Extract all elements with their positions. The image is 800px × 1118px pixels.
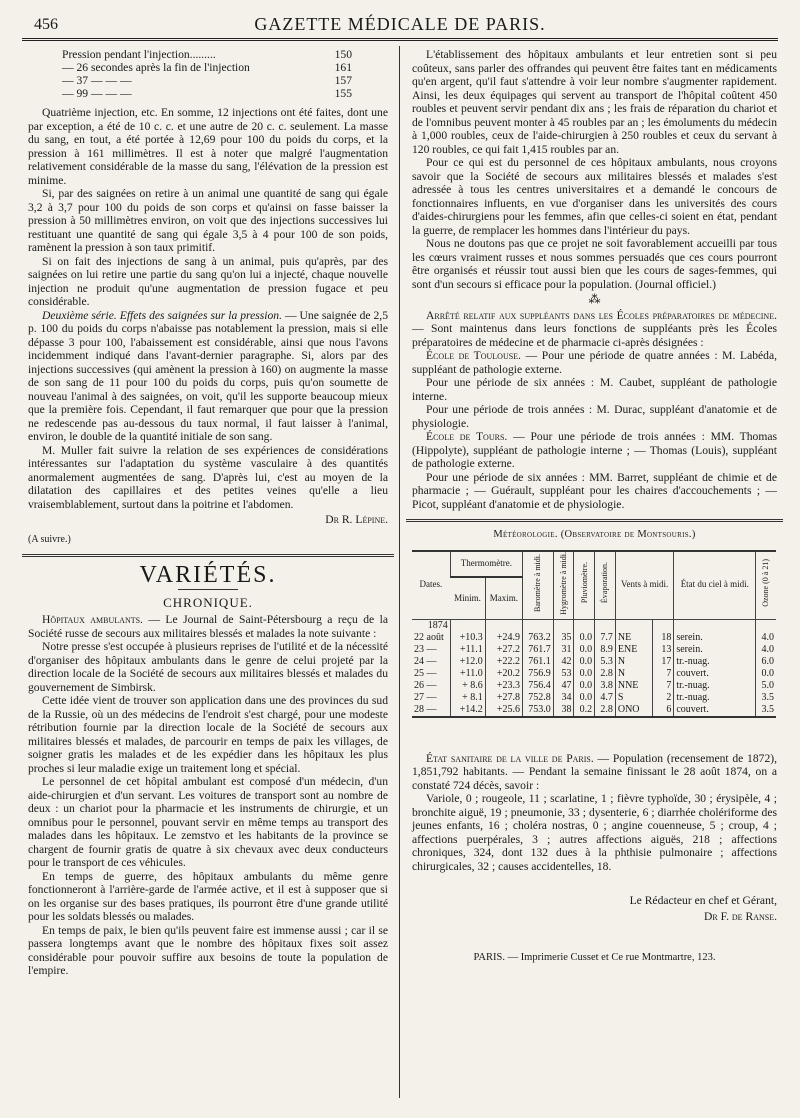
paragraph: Cette idée vient de trouver son application dans une des provinces du sud de la Russie, où un des médecins de l'endroit s'est chargé, pour une modeste rétribution fournie par la direction locale de la Société de secours aux militaires blessés et malades, de parcourir en temps de paix les villages, de soigner gratis les malades et de les expédier dans les hôpitaux les plus proches si leur maladie exige un traitement long et spécial. bbox=[28, 694, 388, 775]
cell-min: + 8.6 bbox=[450, 680, 485, 692]
table-row: — 99 — — — 155 bbox=[62, 87, 352, 100]
paragraph: Si, par des saignées on retire à un animal une quantité de sang qui égale 3,2 à 3,7 pour 100 du poids de son corps et qu'ainsi on fasse baisser la pression à 50 millimètres environ, on voit que des injections successives lui restituant une quantité de sang qui égale 3,5 à 4 pour 100 de son poids, ramènent la pression à son taux primitif. bbox=[28, 187, 388, 254]
cell-baro: 756.9 bbox=[522, 668, 553, 680]
cell-force: 18 bbox=[653, 632, 674, 644]
cell-max: +25.6 bbox=[485, 704, 522, 717]
cell-ozone: 0.0 bbox=[756, 668, 776, 680]
to-be-continued: (A suivre.) bbox=[28, 533, 71, 545]
paragraph: État sanitaire de la ville de Paris. — Population (recensement de 1872), 1,851,792 habitants. — Pendant la semaine finissant le 28 août 1874, on a constaté 724 décès, savoir : bbox=[412, 751, 777, 792]
cell-min: +12.0 bbox=[450, 656, 485, 668]
table-row bbox=[412, 632, 776, 644]
article-title: État sanitaire de la ville de Paris. bbox=[426, 751, 594, 765]
cell-pluvio: 0.0 bbox=[574, 656, 595, 668]
table-row: — 37 — — — 157 bbox=[62, 74, 352, 87]
paragraph: En temps de guerre, des hôpitaux ambulants du même genre fonctionneront à l'arrière-garde de l'armée active, et il est à supposer que si on les organise sur des bases pratiques, ils pourront être d'une grande utilité pour les soldats blessés ou malades. bbox=[28, 869, 388, 923]
paragraph: Pour ce qui est du personnel de ces hôpitaux ambulants, nous croyons savoir que la Société de secours aux militaires blessés et malades s'est adressée à tous les centres universitaires et a demandé le concours de fonctionnaires influents, en vue d'organiser dans les universités des cours d'aides-chirurgiens pour les femmes, afin que celles-ci soient en état, pendant la guerre, de remplacer les hommes dans l'intérieur du pays. bbox=[412, 156, 777, 237]
cell-baro: 761.7 bbox=[522, 644, 553, 656]
cell-evapo: 2.8 bbox=[595, 704, 616, 717]
article-title: Arrêté relatif aux suppléants dans les Écoles préparatoires de médecine. bbox=[426, 308, 777, 322]
table-row bbox=[412, 704, 776, 717]
col-maxim: Maxim. bbox=[485, 577, 522, 619]
cell-max: +22.2 bbox=[485, 656, 522, 668]
table-row: Pression pendant l'injection......... 150 bbox=[62, 48, 352, 61]
paragraph: Hôpitaux ambulants. — Le Journal de Saint-Pétersbourg a reçu de la Société russe de secours aux militaires blessés et malades la note suivante : bbox=[28, 613, 388, 640]
cell-ozone: 4.0 bbox=[756, 644, 776, 656]
cell-ozone: 3.5 bbox=[756, 704, 776, 717]
cell-evapo: 7.7 bbox=[595, 632, 616, 644]
cell-pluvio: 0.2 bbox=[574, 704, 595, 717]
paragraph: École de Toulouse. — Pour une période de quatre années : M. Labéda, suppléant de pathologie externe. bbox=[412, 349, 777, 376]
cell-baro: 753.0 bbox=[522, 704, 553, 717]
cell-pluvio: 0.0 bbox=[574, 644, 595, 656]
cell-ozone: 6.0 bbox=[756, 656, 776, 668]
table-row bbox=[412, 692, 776, 704]
table-row bbox=[412, 644, 776, 656]
paragraph: L'établissement des hôpitaux ambulants et leur entretien sont si peu coûteux, sans parler des offrandes qui peuvent être faites tant en médicaments qu'en argent, qu'il faut s'attendre à voir leur nombre s'augmenter rapidement. Ainsi, les deux équipages qui servent au transport de l'hôpital coûtent 450 roubles et peuvent servir pendant dix ans ; les frais de réparation du chariot et de l'omnibus peuvent monter à 45 roubles par an ; les émoluments du médecin à 1,000 roubles, ceux de l'aide-chirurgien à 250 roubles et ceux du servant à 120 roubles, ce qui fait 1,415 roubles par an. bbox=[412, 48, 777, 156]
cell-hygro: 42 bbox=[553, 656, 574, 668]
cell-pluvio: 0.0 bbox=[574, 680, 595, 692]
cell-force: 7 bbox=[653, 680, 674, 692]
paragraph: Notre presse s'est occupée à plusieurs reprises de l'utilité et de la nécessité d'organiser des hôpitaux ambulants dans le genre de celui projeté par la direction locale de la Société de secours aux militaires blessés et malades du gouvernement de Simbirsk. bbox=[28, 640, 388, 694]
table-row: — 26 secondes après la fin de l'injection 161 bbox=[62, 61, 352, 74]
cell-max: +27.2 bbox=[485, 644, 522, 656]
journal-title: GAZETTE MÉDICALE DE PARIS. bbox=[254, 14, 546, 34]
table-row bbox=[412, 680, 776, 692]
cell-baro: 761.1 bbox=[522, 656, 553, 668]
cell-evapo: 5.3 bbox=[595, 656, 616, 668]
cell-ciel: tr.-nuag. bbox=[674, 680, 756, 692]
short-rule bbox=[178, 589, 238, 590]
column-divider bbox=[399, 46, 400, 1098]
cell-vent: N bbox=[615, 656, 652, 668]
cell-date: 22 août bbox=[414, 631, 444, 643]
paragraph: Quatrième injection, etc. En somme, 12 injections ont été faites, dont une par exception, a été de 10 c. c. et une autre de 20 c. c. seulement. La masse du sang, en tout, a été portée à 12,69 pour 100 du poids du corps, et la pression à 161 millimètres. Il est à noter que malgré l'augmentation relativement considérable de la masse du sang, l'élévation de la pression est minime. bbox=[28, 106, 388, 187]
cell-baro: 752.8 bbox=[522, 692, 553, 704]
cell-ciel: tr.-nuag. bbox=[674, 656, 756, 668]
col-pluvio: Pluviomètre. bbox=[579, 562, 589, 604]
cell-date: 27 — bbox=[414, 691, 437, 703]
cell-hygro: 38 bbox=[553, 704, 574, 717]
paragraph: Pour une période de trois années : M. Durac, suppléant d'anatomie et de physiologie. bbox=[412, 403, 777, 430]
cell-hygro: 47 bbox=[553, 680, 574, 692]
cell-vent: S bbox=[615, 692, 652, 704]
author-signature: Dr R. Lépine. bbox=[325, 513, 388, 526]
cell-force: 17 bbox=[653, 656, 674, 668]
cell-date: 25 — bbox=[414, 667, 437, 679]
editor-signature: Le Rédacteur en chef et Gérant, Dr F. de Ranse. bbox=[629, 894, 777, 924]
cell-min: +14.2 bbox=[450, 704, 485, 717]
cell-vent: NNE bbox=[615, 680, 652, 692]
col-evapo: Évaporation. bbox=[600, 562, 610, 604]
cell-max: +27.8 bbox=[485, 692, 522, 704]
col-thermo: Thermomètre. bbox=[450, 551, 522, 578]
asterism: ⁂ bbox=[588, 292, 601, 306]
printer-imprint: PARIS. — Imprimerie Cusset et Ce rue Montmartre, 123. bbox=[473, 952, 716, 964]
cell-ciel: serein. bbox=[674, 632, 756, 644]
col-minim: Minim. bbox=[450, 577, 485, 619]
cell-evapo: 4.7 bbox=[595, 692, 616, 704]
col-ciel: État du ciel à midi. bbox=[674, 551, 756, 620]
cell-min: + 8.1 bbox=[450, 692, 485, 704]
paragraph: Deuxième série. Effets des saignées sur la pression. — Une saignée de 2,5 p. 100 du poids du corps n'abaisse pas notablement la pression, mais si elle dépasse 3 pour 100, l'abaissement est considérable, ainsi que nous l'avons incidemment indiqué dans l'avant-dernier paragraphe. Si, alors par des injections successives (qui amènent la pression à 160) on augmente la masse de son sang de 11 pour 100 du poids du corps, puis qu'on soumette de nouveau l'animal à des saignées, on voit, qu'il les supporte beaucoup mieux que la première fois. Cependant, il faut remarquer que pour que la pression ne redescende pas au-dessous du taux normal, il faut laisser à l'animal, environ, le double de la quantité initiale de son sang. bbox=[28, 308, 388, 443]
cell-date: 26 — bbox=[414, 679, 437, 691]
section-heading: VARIÉTÉS. bbox=[139, 562, 277, 588]
cell-pluvio: 0.0 bbox=[574, 668, 595, 680]
table-row: 1874 bbox=[412, 619, 776, 632]
subsection-heading: CHRONIQUE. bbox=[163, 594, 253, 610]
cell-max: +24.9 bbox=[485, 632, 522, 644]
meteo-title: Météorologie. (Observatoire de Montsouris.) bbox=[493, 529, 696, 540]
cell-force: 6 bbox=[653, 704, 674, 717]
cell-hygro: 34 bbox=[553, 692, 574, 704]
cell-vent: ONO bbox=[615, 704, 652, 717]
cell-ciel: couvert. bbox=[674, 704, 756, 717]
cell-ozone: 5.0 bbox=[756, 680, 776, 692]
cell-min: +10.3 bbox=[450, 632, 485, 644]
meteo-table bbox=[412, 550, 776, 718]
paragraph: En temps de paix, le bien qu'ils peuvent faire est immense aussi ; car il se passera longtemps avant que le nombre des hôpitaux fixes soit assez considérable pour pouvoir suffire aux besoins de toute la population de l'empire. bbox=[28, 923, 388, 977]
cell-vent: NE bbox=[615, 632, 652, 644]
cell-min: +11.1 bbox=[450, 644, 485, 656]
cell-date: 23 — bbox=[414, 643, 437, 655]
cell-hygro: 35 bbox=[553, 632, 574, 644]
table-row bbox=[412, 656, 776, 668]
cell-hygro: 53 bbox=[553, 668, 574, 680]
cell-max: +20.2 bbox=[485, 668, 522, 680]
paragraph: Pour une période de six années : M. Caubet, suppléant de pathologie interne. bbox=[412, 376, 777, 403]
col-vents: Vents à midi. bbox=[615, 551, 673, 620]
cell-min: +11.0 bbox=[450, 668, 485, 680]
paragraph: M. Muller fait suivre la relation de ses expériences de considérations intéressantes sur l'adaptation du système vasculaire à des quantités anormalement augmentées de sang. D'après lui, c'est au moyen de la dilatation des capillaires et des petites veines qu'elle a lieu vraisemblablement, surtout dans la poitrine et l'abdomen. bbox=[28, 443, 388, 511]
section-title: Deuxième série. Effets des saignées sur la pression. bbox=[42, 308, 282, 322]
cell-ciel: couvert. bbox=[674, 668, 756, 680]
cell-evapo: 8.9 bbox=[595, 644, 616, 656]
cell-pluvio: 0.0 bbox=[574, 692, 595, 704]
paragraph: Si on fait des injections de sang à un animal, puis qu'après, par des saignées on lui retire une partie du sang qu'on lui a injecté, chaque nouvelle injection ne produit qu'une augmentation de pression fugace et peu considérable. bbox=[28, 254, 388, 308]
paragraph: Le personnel de cet hôpital ambulant est composé d'un médecin, d'un aide-chirurgien et d'un servant. Les voitures de transport sont au nombre de deux : un chariot pour la pharmacie et les instruments de chirurgie, et un omnibus pour le personnel, pouvant servir en même temps au transport des malades dans les hôpitaux. Le zemstvo et les habitants de la province se chargent de fournir gratis de quatre à six chevaux avec deux conducteurs pour le transport de ces véhicules. bbox=[28, 775, 388, 869]
paragraph: Arrêté relatif aux suppléants dans les Écoles préparatoires de médecine. — Sont maintenus dans leurs fonctions de suppléants près les Écoles préparatoires de médecine et de pharmacie ci-après désignées : bbox=[412, 308, 777, 349]
pressure-table bbox=[62, 48, 352, 100]
cell-vent: N bbox=[615, 668, 652, 680]
article-title: Hôpitaux ambulants. bbox=[42, 613, 143, 626]
paragraph: Nous ne doutons pas que ce projet ne soit favorablement accueilli par tous les cœurs vraiment russes et nous sommes persuadés que ces cours pourront être organisés et réussir tout aussi bien que les cours de sages-femmes, qui sont d'un secours si efficace pour la population. (Journal officiel.) bbox=[412, 237, 777, 291]
right-column bbox=[412, 48, 777, 1104]
cell-vent: ENE bbox=[615, 644, 652, 656]
section-divider bbox=[22, 554, 394, 557]
col-hygro: Hygromètre à midi. bbox=[558, 551, 568, 615]
cell-date: 28 — bbox=[412, 704, 450, 717]
paragraph: Variole, 0 ; rougeole, 11 ; scarlatine, 1 ; fièvre typhoïde, 30 ; érysipèle, 4 ; bronchite aiguë, 19 ; pneumonie, 33 ; dysenterie, 6 ; diarrhée cholériforme des jeunes enfants, 16 ; choléra nostras, 0 ; angine couenneuse, 5 ; croup, 4 ; affections puerpérales, 3 ; autres affections aiguës, 218 ; affections chroniques, 324, dont 132 dues à la phthisie pulmonaire ; affections chirurgicales, 32 ; causes accidentelles, 18. bbox=[412, 792, 777, 873]
cell-baro: 763.2 bbox=[522, 632, 553, 644]
cell-evapo: 2.8 bbox=[595, 668, 616, 680]
table-row bbox=[412, 668, 776, 680]
left-column bbox=[28, 48, 388, 1104]
cell-date: 24 — bbox=[414, 655, 437, 667]
cell-force: 7 bbox=[653, 668, 674, 680]
cell-ciel: tr.-nuag. bbox=[674, 692, 756, 704]
col-dates: Dates. bbox=[412, 551, 450, 620]
page-number: 456 bbox=[34, 16, 58, 33]
page-header bbox=[22, 12, 778, 41]
col-ozone: Ozone (0 à 21) bbox=[761, 559, 771, 607]
paragraph: Pour une période de six années : MM. Barret, suppléant de chimie et de pharmacie ; — Guérault, suppléant pour les chaires d'accouchements ; — Picot, suppléant d'anatomie et de physiologie. bbox=[412, 470, 777, 511]
cell-evapo: 3.8 bbox=[595, 680, 616, 692]
col-baro: Baromètre à midi. bbox=[533, 553, 543, 612]
cell-force: 2 bbox=[653, 692, 674, 704]
section-divider bbox=[406, 519, 783, 522]
cell-ozone: 3.5 bbox=[756, 692, 776, 704]
cell-max: +23.3 bbox=[485, 680, 522, 692]
paragraph: École de Tours. — Pour une période de trois années : MM. Thomas (Hippolyte), suppléant de pathologie interne ; — Thomas (Louis), suppléant de pathologie externe. bbox=[412, 430, 778, 470]
cell-force: 13 bbox=[653, 644, 674, 656]
cell-ozone: 4.0 bbox=[756, 632, 776, 644]
cell-pluvio: 0.0 bbox=[574, 632, 595, 644]
cell-hygro: 31 bbox=[553, 644, 574, 656]
cell-baro: 756.4 bbox=[522, 680, 553, 692]
cell-ciel: serein. bbox=[674, 644, 756, 656]
